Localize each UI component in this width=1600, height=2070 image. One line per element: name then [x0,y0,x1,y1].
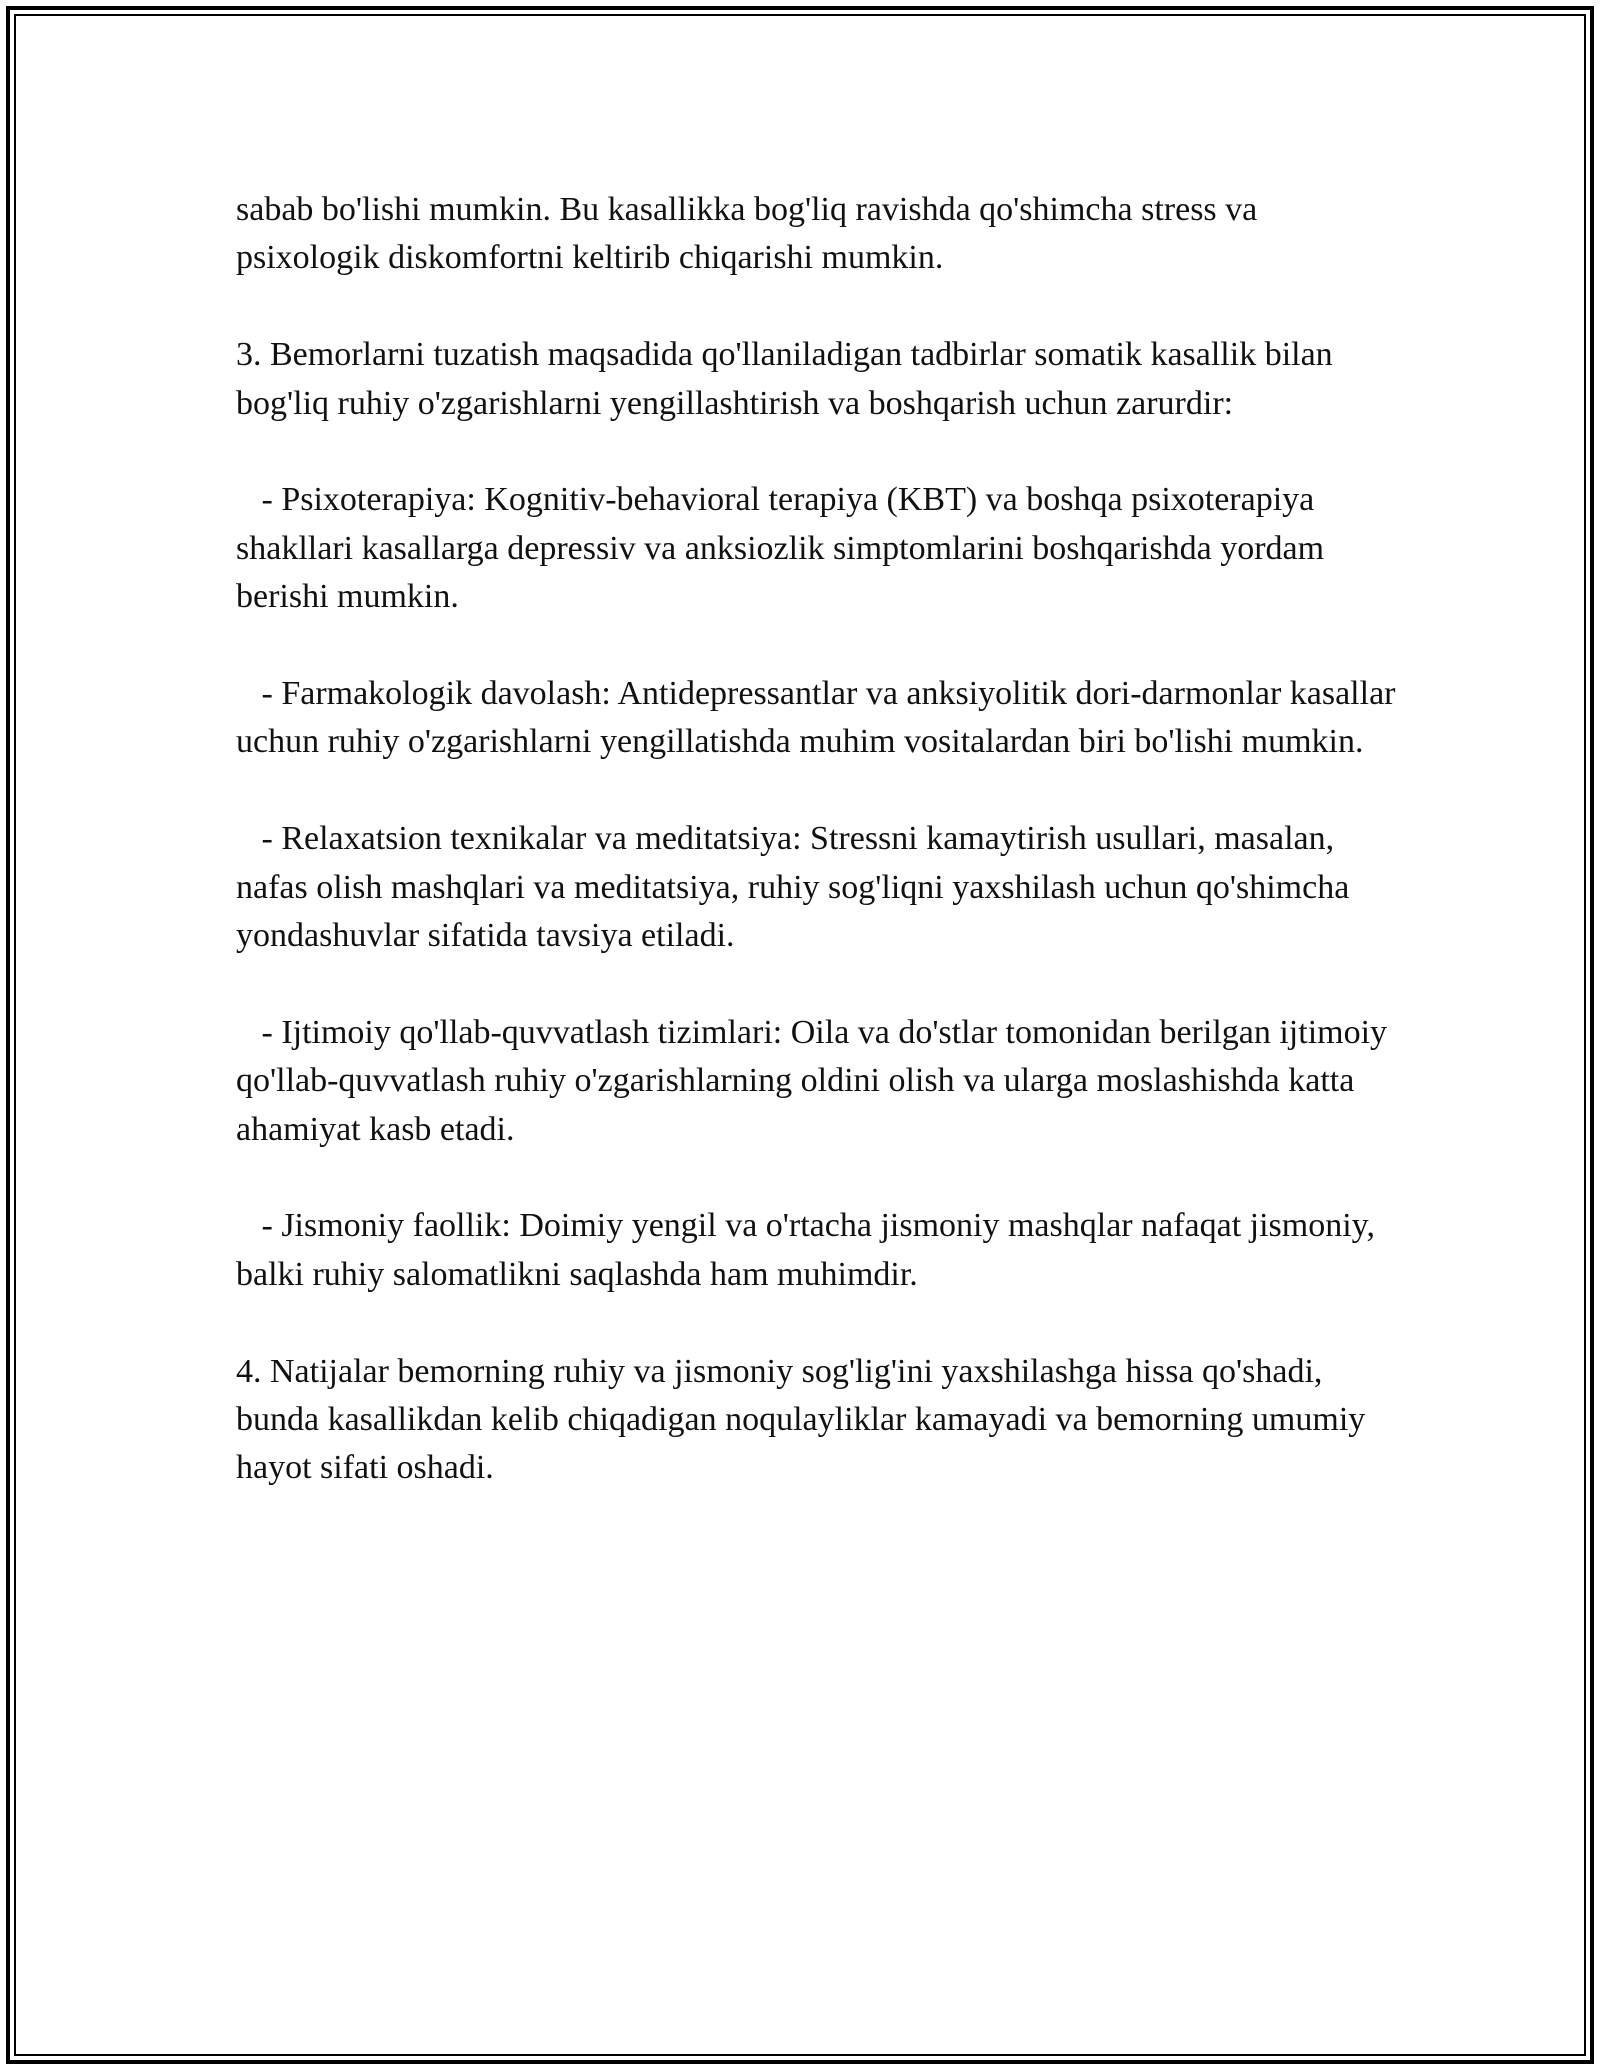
paragraph-relaxatsion-texnikalar: - Relaxatsion texnikalar va meditatsiya: Stressni kamaytirish usullari, masalan, nafas olish mashqlari va meditatsiya, ruhiy sog'liqni yaxshilash uchun qo'shimcha yondashuvlar sifatida tavsiya etiladi. [236,820,1358,955]
paragraph-farmakologik-davolash: - Farmakologik davolash: Antidepressantlar va anksiyolitik dori-darmonlar kasallar uchun ruhiy o'zgarishlarni yengillatishda muhim vositalardan biri bo'lishi mumkin. [236,675,1404,761]
document-body [236,186,1404,1493]
paragraph-continuation: sabab bo'lishi mumkin. Bu kasallikka bog'liq ravishda qo'shimcha stress va psixologik diskomfortni keltirib chiqarishi mumkin. [236,191,1266,277]
paragraph-item-4: 4. Natijalar bemorning ruhiy va jismoniy sog'lig'ini yaxshilashga hissa qo'shadi, bunda kasallikdan kelib chiqadigan noqulayliklar kamayadi va bemorning umumiy hayot sifati oshadi. [236,1352,1374,1487]
paragraph-psixoterapiya: - Psixoterapiya: Kognitiv-behavioral terapiya (KBT) va boshqa psixoterapiya shakllari kasallarga depressiv va anksiozlik simptomlarini boshqarishda yordam berishi mumkin. [236,481,1333,616]
paragraph-jismoniy-faollik: - Jismoniy faollik: Doimiy yengil va o'rtacha jismoniy mashqlar nafaqat jismoniy, balki ruhiy salomatlikni saqlashda ham muhimdir. [236,1207,1384,1293]
paragraph-ijtimoiy-qollab: - Ijtimoiy qo'llab-quvvatlash tizimlari: Oila va do'stlar tomonidan berilgan ijtimoiy qo'llab-quvvatlash ruhiy o'zgarishlarning oldini olish va ularga moslashishda katta ahamiyat kasb etadi. [236,1013,1396,1148]
paragraph-item-3: 3. Bemorlarni tuzatish maqsadida qo'llaniladigan tadbirlar somatik kasallik bilan bog'liq ruhiy o'zgarishlarni yengillashtirish va boshqarish uchun zarurdir: [236,336,1342,422]
